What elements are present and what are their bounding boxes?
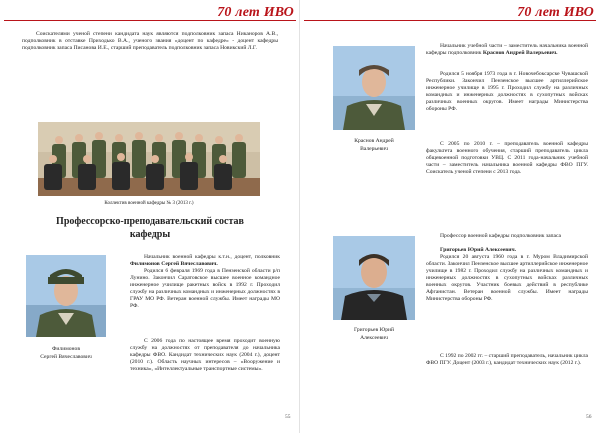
portrait-grigoriev — [333, 236, 415, 320]
krasnov-bio-1: Начальник учебной части – заместитель начальника военной кафедры подполковник Краснов Андрей Валерьевич. — [426, 43, 588, 56]
header-rule — [304, 20, 596, 21]
intro-paragraph: Соискателями ученой степени кандидата наук являются подполковник запаса Никаноров А.В., подполковник в отставке Приходько В.А., ученого звания «доцент по кафедре» - доцент кафедры подполковник запаса Писанова И.Е., старший преподаватель подполковник запаса Новикский Л.Г. — [22, 31, 278, 51]
grigoriev-bio-2 — [426, 247, 588, 254]
portrait-krasnov-caption-1: Краснов Андрей — [354, 138, 394, 144]
portrait-krasnov-caption-2: Валерьевич — [360, 146, 388, 152]
grigoriev-bio-3: Родился 20 августа 1960 года в г. Муром Владимирской области. Закончил Пензенское высшее артиллерийское инженерное училище в 1982 г. Проходил службу на различных командных и инженерных должностях в сухопутных войсках различных военных округов. Участник боевых действий в республике Афганистан. Ветеран военной службы. Имеет награды Министерства обороны РФ. — [426, 254, 588, 302]
right-page — [300, 0, 600, 433]
portrait-grigoriev-caption-2: Алексеевич — [360, 335, 388, 341]
header-rule — [4, 20, 296, 21]
portrait-krasnov — [333, 46, 415, 130]
group-photo — [38, 122, 260, 196]
portrait-filimonov-caption-2: Сергей Вячеславович — [40, 354, 92, 360]
section-heading-line-2: кафедры — [129, 229, 171, 240]
krasnov-bio-2: Родился 5 ноября 1973 года в г. Новочебоксарске Чувашской Республики. Закончил Пензенское высшее артиллерийское инженерное училище в 1995 г. Проходил службу на различных командных и инженерных должностях в сухопутных войсках различных военных округов. Имеет награды Министерства обороны РФ. — [426, 71, 588, 112]
left-page-title: 70 лет ИВО — [217, 5, 294, 20]
right-page-title: 70 лет ИВО — [517, 5, 594, 20]
filimonov-bio-1: Начальник военной кафедры к.т.н., доцент, полковник Филимонов Сергей Вячеславович. — [130, 254, 280, 267]
section-heading-line-1: Профессорско-преподавательский состав — [56, 216, 244, 227]
filimonov-bio-3: С 2006 года по настоящее время проходит военную службу на должностях от преподавателя до начальника кафедры ФВО. Кандидат технических наук (2004 г.), доцент (2010 г.). Область научных интересов – «Вооружение и техника», «Интеллектуальные транспортные системы». — [130, 338, 280, 372]
grigoriev-name: Григорьев Юрий Алексеевич. — [440, 247, 517, 253]
portrait-filimonov-caption-1: Филимонов — [52, 346, 80, 352]
filimonov-name: Филимонов Сергей Вячеславович. — [130, 261, 218, 267]
page-number-left: 55 — [285, 414, 291, 420]
portrait-filimonov — [26, 255, 106, 337]
group-photo-caption: Коллектив военной кафедры № 3 (2013 г.) — [104, 201, 194, 206]
filimonov-bio-2: Родился 6 февраля 1969 года в Пензенской области р/п Лунино. Закончил Саратовское высшее военное командное инженерное училище ракетных войск в 1992 г. Проходил службу на различных командных и инженерных должностях в ГРАУ МО РФ. Ветеран военной службы. Имеет награды МО РФ. — [130, 268, 280, 309]
page-number-right: 56 — [586, 414, 592, 420]
portrait-grigoriev-caption-1: Григорьев Юрий — [353, 327, 395, 333]
krasnov-bio-3: С 2005 по 2010 г. – преподаватель военной кафедры факультета военного обучения, старший преподаватель цикла общевоенной подготовки УВЦ. С 2011 года-начальник учебной части – заместитель начальника военной кафедры ФВО ПГУ. Соискатель ученой степени с 2013 года. — [426, 141, 588, 175]
krasnov-name: Краснов Андрей Валерьевич. — [482, 50, 558, 56]
grigoriev-bio-1: Профессор военной кафедры подполковник запаса — [440, 233, 561, 239]
grigoriev-bio-4: С 1992 по 2002 гг. – старший преподаватель, начальник цикла ФВО ПГУ. Доцент (2003 г.), кандидат технических наук (2012 г.). — [426, 353, 588, 366]
